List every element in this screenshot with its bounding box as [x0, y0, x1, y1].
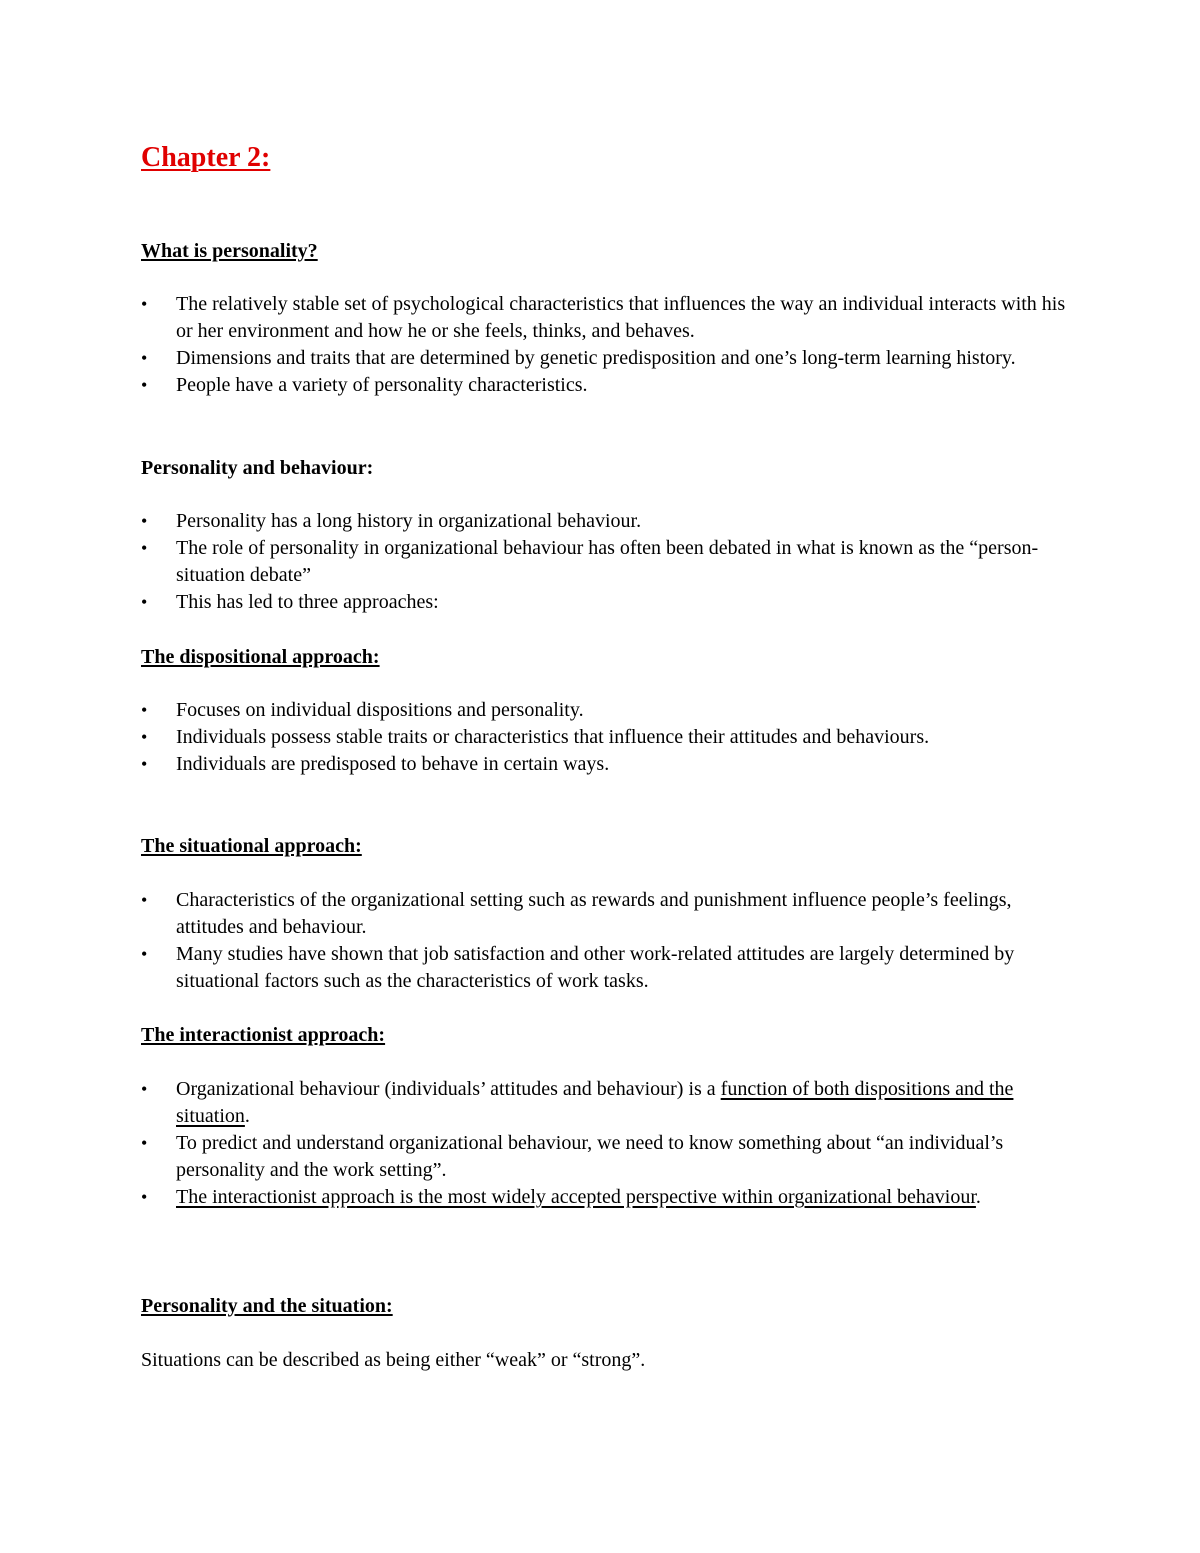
list-item: • The relatively stable set of psychological characteristics that influences the way an individual interacts with his or her environment and how he or she feels, thinks, and behaves.	[141, 293, 1066, 342]
bullet-icon: •	[141, 754, 148, 774]
list-item: • Characteristics of the organizational setting such as rewards and punishment influence people’s feelings, attitudes and behaviour.	[141, 889, 1012, 938]
list-item: • The interactionist approach is the most widely accepted perspective within organizational behaviour.	[141, 1184, 1071, 1211]
bullet-icon: •	[141, 944, 148, 964]
list-item: • Organizational behaviour (individuals’ attitudes and behaviour) is a function of both dispositions and the situation.	[141, 1078, 1014, 1127]
heading-personality-and-situation: Personality and the situation:	[141, 1295, 393, 1317]
heading-interactionist-approach: The interactionist approach:	[141, 1024, 386, 1046]
bullet-icon: •	[141, 890, 148, 910]
situation-paragraph: Situations can be described as being either “weak” or “strong”.	[141, 1349, 646, 1371]
list-item: • Many studies have shown that job satisfaction and other work-related attitudes are largely determined by situational factors such as the characteristics of work tasks.	[141, 943, 1015, 992]
heading-situational-approach: The situational approach:	[141, 835, 362, 857]
interactionist-list	[141, 1076, 1071, 1211]
list-item: • Individuals are predisposed to behave in certain ways.	[141, 751, 1071, 778]
behaviour-list	[141, 508, 1071, 616]
dispositional-list	[141, 697, 1071, 778]
situational-list	[141, 887, 1071, 995]
underlined-text: function of both dispositions and the situation	[176, 1078, 1014, 1127]
list-item: • People have a variety of personality characteristics.	[141, 372, 1071, 399]
bullet-icon: •	[141, 592, 148, 612]
bullet-icon: •	[141, 538, 148, 558]
heading-dispositional-approach: The dispositional approach:	[141, 646, 380, 668]
personality-list	[141, 291, 1071, 399]
list-item: • Individuals possess stable traits or characteristics that influence their attitudes and behaviours.	[141, 724, 1071, 751]
bullet-icon: •	[141, 348, 148, 368]
list-item: • Focuses on individual dispositions and personality.	[141, 697, 1071, 724]
bullet-icon: •	[141, 1187, 148, 1207]
bullet-icon: •	[141, 294, 148, 314]
list-item: • Personality has a long history in organizational behaviour.	[141, 508, 1071, 535]
heading-personality-and-behaviour: Personality and behaviour:	[141, 457, 374, 479]
list-item: • To predict and understand organizational behaviour, we need to know something about “an individual’s personality and the work setting”.	[141, 1132, 1004, 1181]
bullet-icon: •	[141, 1079, 148, 1099]
bullet-icon: •	[141, 727, 148, 747]
list-item: • This has led to three approaches:	[141, 589, 1071, 616]
chapter-title: Chapter 2:	[141, 142, 271, 173]
bullet-icon: •	[141, 700, 148, 720]
list-item: • Dimensions and traits that are determined by genetic predisposition and one’s long-term learning history.	[141, 345, 1071, 372]
bullet-icon: •	[141, 375, 148, 395]
bullet-icon: •	[141, 511, 148, 531]
bullet-icon: •	[141, 1133, 148, 1153]
heading-what-is-personality: What is personality?	[141, 240, 318, 262]
list-item: • The role of personality in organizational behaviour has often been debated in what is known as the “person-situation debate”	[141, 537, 1039, 586]
underlined-text: The interactionist approach is the most widely accepted perspective within organizational behaviour	[176, 1186, 976, 1208]
